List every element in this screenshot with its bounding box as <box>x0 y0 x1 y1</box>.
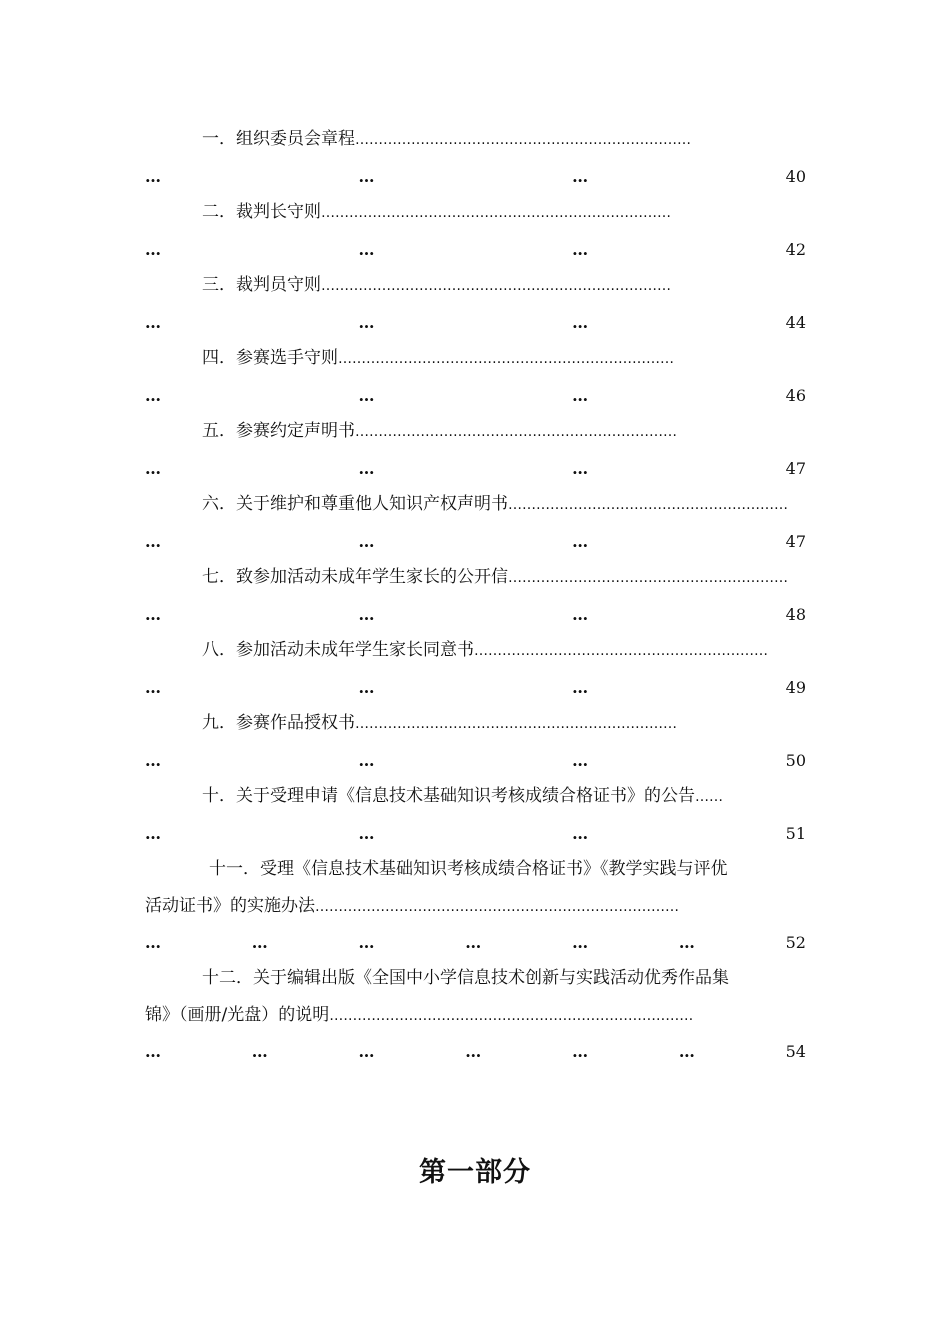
dot-leader: … <box>145 240 161 259</box>
toc-entry[interactable] <box>145 268 806 341</box>
toc-entry-page-line <box>145 669 806 706</box>
toc-entry-title-line <box>145 779 806 815</box>
dot-leader: … <box>572 1042 589 1061</box>
toc-page-number: 49 <box>785 678 806 697</box>
dot-leader: … <box>358 240 375 259</box>
dot-leader: …………………………………………………… <box>508 497 788 513</box>
toc-entry-title: 五．参赛约定声明书 <box>202 421 355 441</box>
toc-entry-title-continued: 锦》（画册/光盘）的说明 <box>145 1005 330 1025</box>
dot-leader: … <box>465 933 482 952</box>
toc-entry-long[interactable] <box>145 961 806 1070</box>
toc-entry-title-line <box>145 341 806 377</box>
toc-entry-title: 六．关于维护和尊重他人知识产权声明书 <box>202 494 508 514</box>
dot-leader: … <box>145 605 161 624</box>
toc-entry[interactable] <box>145 633 806 706</box>
toc-entry-title: 三．裁判员守则 <box>202 275 321 295</box>
toc-entry-title-line <box>145 268 806 304</box>
dot-leader: … <box>572 605 589 624</box>
toc-entry-title: 八．参加活动未成年学生家长同意书 <box>202 640 474 660</box>
dot-leader: … <box>358 751 375 770</box>
toc-entry[interactable] <box>145 195 806 268</box>
dot-leader: … <box>145 386 161 405</box>
dot-leader: … <box>572 240 589 259</box>
dot-leader: …………………………………………………………………… <box>329 1008 694 1024</box>
dot-leader: … <box>145 1042 161 1061</box>
toc-page-number: 51 <box>785 824 806 843</box>
toc-entry-title-line <box>145 560 806 596</box>
toc-entry-title-continued: 活动证书》的实施办法 <box>145 896 315 916</box>
dot-leader: … <box>358 678 375 697</box>
dot-leader: …………………………………………………………… <box>355 424 677 440</box>
toc-entry-title-line <box>145 961 806 997</box>
dot-leader: …………………………………………………………… <box>355 716 677 732</box>
dot-leader: …………………………………………………… <box>508 570 788 586</box>
dot-leader: … <box>251 933 268 952</box>
dot-leader: … <box>358 167 375 186</box>
dot-leader: … <box>572 459 589 478</box>
toc-entry-page-line <box>145 1033 806 1070</box>
dot-leader: … <box>145 751 161 770</box>
dot-leader: … <box>251 1042 268 1061</box>
dot-leader: ………………………………………………………………… <box>321 278 671 294</box>
toc-entry-title: 七．致参加活动未成年学生家长的公开信 <box>202 567 508 587</box>
dot-leader: … <box>465 1042 482 1061</box>
dot-leader: … <box>572 386 589 405</box>
toc-entry-long[interactable] <box>145 852 806 961</box>
toc-entry-title-line <box>145 852 806 888</box>
toc-entry-page-line <box>145 450 806 487</box>
toc-entry-page-line <box>145 377 806 414</box>
toc-entry[interactable] <box>145 122 806 195</box>
toc-entry[interactable] <box>145 560 806 633</box>
dot-leader: … <box>145 532 161 551</box>
dot-leader: … <box>145 167 161 186</box>
dot-leader: … <box>145 824 161 843</box>
dot-leader: … <box>358 933 375 952</box>
dot-leader: … <box>145 678 161 697</box>
toc-entry[interactable] <box>145 414 806 487</box>
toc-entry-page-line <box>145 596 806 633</box>
toc-entry-title: 十二．关于编辑出版《全国中小学信息技术创新与实践活动优秀作品集 <box>202 968 729 988</box>
toc-entry-title: 十一．受理《信息技术基础知识考核成绩合格证书》《教学实践与评优 <box>209 859 728 879</box>
toc-page-number: 52 <box>785 933 806 952</box>
toc-entry-title-line <box>145 414 806 450</box>
toc-page-number: 50 <box>785 751 806 770</box>
toc-page-number: 44 <box>785 313 806 332</box>
toc-entry[interactable] <box>145 706 806 779</box>
dot-leader: … <box>678 1042 695 1061</box>
toc-page-number: 46 <box>785 386 806 405</box>
dot-leader: … <box>572 313 589 332</box>
dot-leader: … <box>358 386 375 405</box>
toc-entry-title: 九．参赛作品授权书 <box>202 713 355 733</box>
toc-entry[interactable] <box>145 779 806 852</box>
toc-entry-title-line-2 <box>145 997 806 1033</box>
toc-entry-page-line <box>145 158 806 195</box>
toc-entry-page-line <box>145 523 806 560</box>
toc-entry-title: 一．组织委员会章程 <box>202 129 355 149</box>
toc-entry-title: 四．参赛选手守则 <box>202 348 338 368</box>
toc-entry-title-line <box>145 122 806 158</box>
dot-leader: … <box>358 532 375 551</box>
toc-entry-page-line <box>145 304 806 341</box>
toc-entry[interactable] <box>145 341 806 414</box>
dot-leader: ………………………………………………………………… <box>321 205 671 221</box>
dot-leader: … <box>572 532 589 551</box>
dot-leader: … <box>572 751 589 770</box>
toc-entry-title: 十．关于受理申请《信息技术基础知识考核成绩合格证书》的公告 <box>202 786 695 806</box>
toc-entry-page-line <box>145 742 806 779</box>
toc-entry-title-line <box>145 633 806 669</box>
part-heading: 第一部分 <box>419 1157 531 1188</box>
toc-entry-page-line <box>145 231 806 268</box>
dot-leader: … <box>678 933 695 952</box>
toc-entry-title-line <box>145 706 806 742</box>
dot-leader: ……………………………………………………………… <box>338 351 674 367</box>
dot-leader: … <box>572 933 589 952</box>
dot-leader: … <box>358 605 375 624</box>
dot-leader: … <box>358 459 375 478</box>
toc-entry-title: 二．裁判长守则 <box>202 202 321 222</box>
dot-leader: … <box>145 459 161 478</box>
dot-leader: … <box>358 824 375 843</box>
dot-leader: … <box>358 313 375 332</box>
dot-leader: … <box>572 167 589 186</box>
toc-page-number: 48 <box>785 605 806 624</box>
dot-leader: … <box>145 313 161 332</box>
dot-leader: ……………………………………………………… <box>474 643 768 659</box>
dot-leader: ……………………………………………………………… <box>355 132 691 148</box>
dot-leader: … <box>358 1042 375 1061</box>
toc-entry-title-line <box>145 195 806 231</box>
toc-page-number: 40 <box>785 167 806 186</box>
toc-page-number: 54 <box>785 1042 806 1061</box>
toc-entry-page-line <box>145 924 806 961</box>
toc-entry-title-line-2 <box>145 888 806 924</box>
toc-entry-title-line <box>145 487 806 523</box>
table-of-contents <box>145 122 806 1070</box>
toc-entry-page-line <box>145 815 806 852</box>
dot-leader: … <box>572 678 589 697</box>
toc-page-number: 47 <box>785 532 806 551</box>
toc-entry[interactable] <box>145 487 806 560</box>
dot-leader: … <box>145 933 161 952</box>
dot-leader: …………………………………………………………………… <box>315 899 679 915</box>
dot-leader: … <box>572 824 589 843</box>
toc-page-number: 47 <box>785 459 806 478</box>
toc-page-number: 42 <box>785 240 806 259</box>
dot-leader: …… <box>695 789 723 805</box>
